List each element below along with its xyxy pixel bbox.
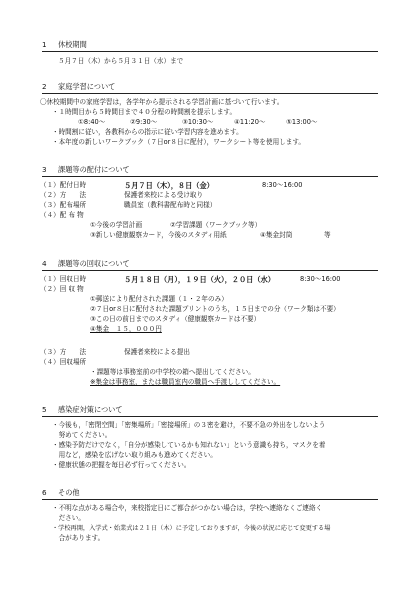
distribution-item: ②学習課題（ワークブック等） <box>170 221 262 229</box>
distribution-place-label: （３）配布場所 <box>40 201 87 209</box>
home-study-intro: 〇休校期間中の家庭学習は，各学年から提示される学習計画に基づいて行います。 <box>40 98 284 106</box>
section-6-header <box>42 488 378 500</box>
collection-item: ④集金 １５，０００円 <box>90 325 162 333</box>
collection-item: ①郵送により配付された課題（１・２年のみ） <box>90 295 228 303</box>
section-title: 休校期間 <box>58 40 87 49</box>
period-4: ④11:20～ <box>234 118 266 126</box>
distribution-place: 職員室（教科書配布時と同様） <box>124 201 217 209</box>
period-2: ②9:30～ <box>130 118 158 126</box>
period-5: ⑤13:00～ <box>286 118 318 126</box>
section-number: 2 <box>42 82 47 91</box>
section-5-header <box>42 405 378 417</box>
infection-line: ・感染予防だけでなく，「自分が感染しているかも知れない」という意識も持ち，マスクを着 <box>52 441 326 449</box>
distribution-time: 8:30～16:00 <box>262 181 303 189</box>
collection-note: ※集金は事務室，または職員室内の職員へ手渡ししてください。 <box>90 378 281 386</box>
home-study-bullet: ・時間割に従い，各教科からの指示に従い学習内容を進めます。 <box>52 128 243 136</box>
collection-method: 保護者来校による提出 <box>124 348 190 356</box>
section-3-header <box>42 165 378 177</box>
home-study-bullet: ・１時間目から５時間目まで４０分程の時間割を提示します。 <box>52 108 237 116</box>
collection-method-label: （３）方 法 <box>40 348 87 356</box>
section-2-header <box>42 82 378 94</box>
infection-line: 用など，感染を広げない取り組みも進めてください。 <box>52 451 217 459</box>
collection-item: ②７日or８日に配付された課題プリントのうち，１５日までの分（ワーク類は不要） <box>90 305 340 313</box>
section-number: 1 <box>42 40 47 49</box>
collection-item: ③この日の前日までのスタディ（健康観察カードは不要） <box>90 315 261 323</box>
section-1-header <box>42 40 378 52</box>
distribution-item: ①今後の学習計画 <box>90 221 143 229</box>
section-number: 5 <box>42 405 47 414</box>
infection-line: 努めてください。 <box>52 431 112 439</box>
collection-items-label: （２）回 収 物 <box>40 285 84 293</box>
collection-place-label: （４）回収場所 <box>40 358 87 366</box>
distribution-method: 保護者来校による受け取り <box>124 191 204 199</box>
distribution-method-label: （２）方 法 <box>40 191 87 199</box>
other-line: 合があります。 <box>52 534 105 542</box>
closure-period: ５月７日（木）から５月３１日（水）まで <box>58 57 184 65</box>
infection-line: ・健康状態の把握を毎日必ず行ってください。 <box>52 461 191 469</box>
section-title: その他 <box>58 488 80 497</box>
section-title: 家庭学習について <box>58 82 116 91</box>
period-3: ③10:30～ <box>182 118 214 126</box>
collection-date-label: （１）回収日時 <box>40 275 87 283</box>
other-line: ・不明な点がある場合や，来校指定日にご都合がつかない場合は，学校へ連絡なくご連絡く <box>52 504 323 512</box>
collection-note: ・課題等は事務室前の中学校の箱へ提出してください。 <box>90 368 255 376</box>
section-number: 4 <box>42 259 47 268</box>
distribution-date: ５月７日（木），８日（金） <box>124 181 214 190</box>
distribution-date-label: （１）配付日時 <box>40 181 87 189</box>
distribution-item: ③新しい健康観察カード，今後のスタディ用紙 <box>90 231 227 239</box>
infection-line: ・今後も，「密閉空間」「密集場所」「密接場所」の３密を避け，不要不急の外出をしないよう <box>52 421 326 429</box>
section-title: 課題等の回収について <box>58 259 130 268</box>
section-number: 6 <box>42 488 47 497</box>
collection-time: 8:30～16:00 <box>300 275 341 283</box>
distribution-item: ④集金封筒 <box>260 231 293 239</box>
other-line: ・学校再開，入学式・始業式は２１日（木）に予定しておりますが，今後の状況に応じて変更する場 <box>52 525 331 532</box>
section-title: 感染症対策について <box>58 405 123 414</box>
section-title: 課題等の配付について <box>58 165 130 174</box>
distribution-items-label: （４）配 布 物 <box>40 211 84 219</box>
distribution-item: 等 <box>324 231 331 239</box>
period-1: ①8:40～ <box>78 118 106 126</box>
section-number: 3 <box>42 165 47 174</box>
home-study-bullet: ・本年度の新しいワークブック（７日or８日に配付），ワークシート等を使用します。 <box>52 138 306 146</box>
section-4-header <box>42 259 378 271</box>
collection-date: ５月１８日（月），１９日（火），２０日（水） <box>124 275 275 284</box>
other-line: ださい。 <box>52 514 85 522</box>
